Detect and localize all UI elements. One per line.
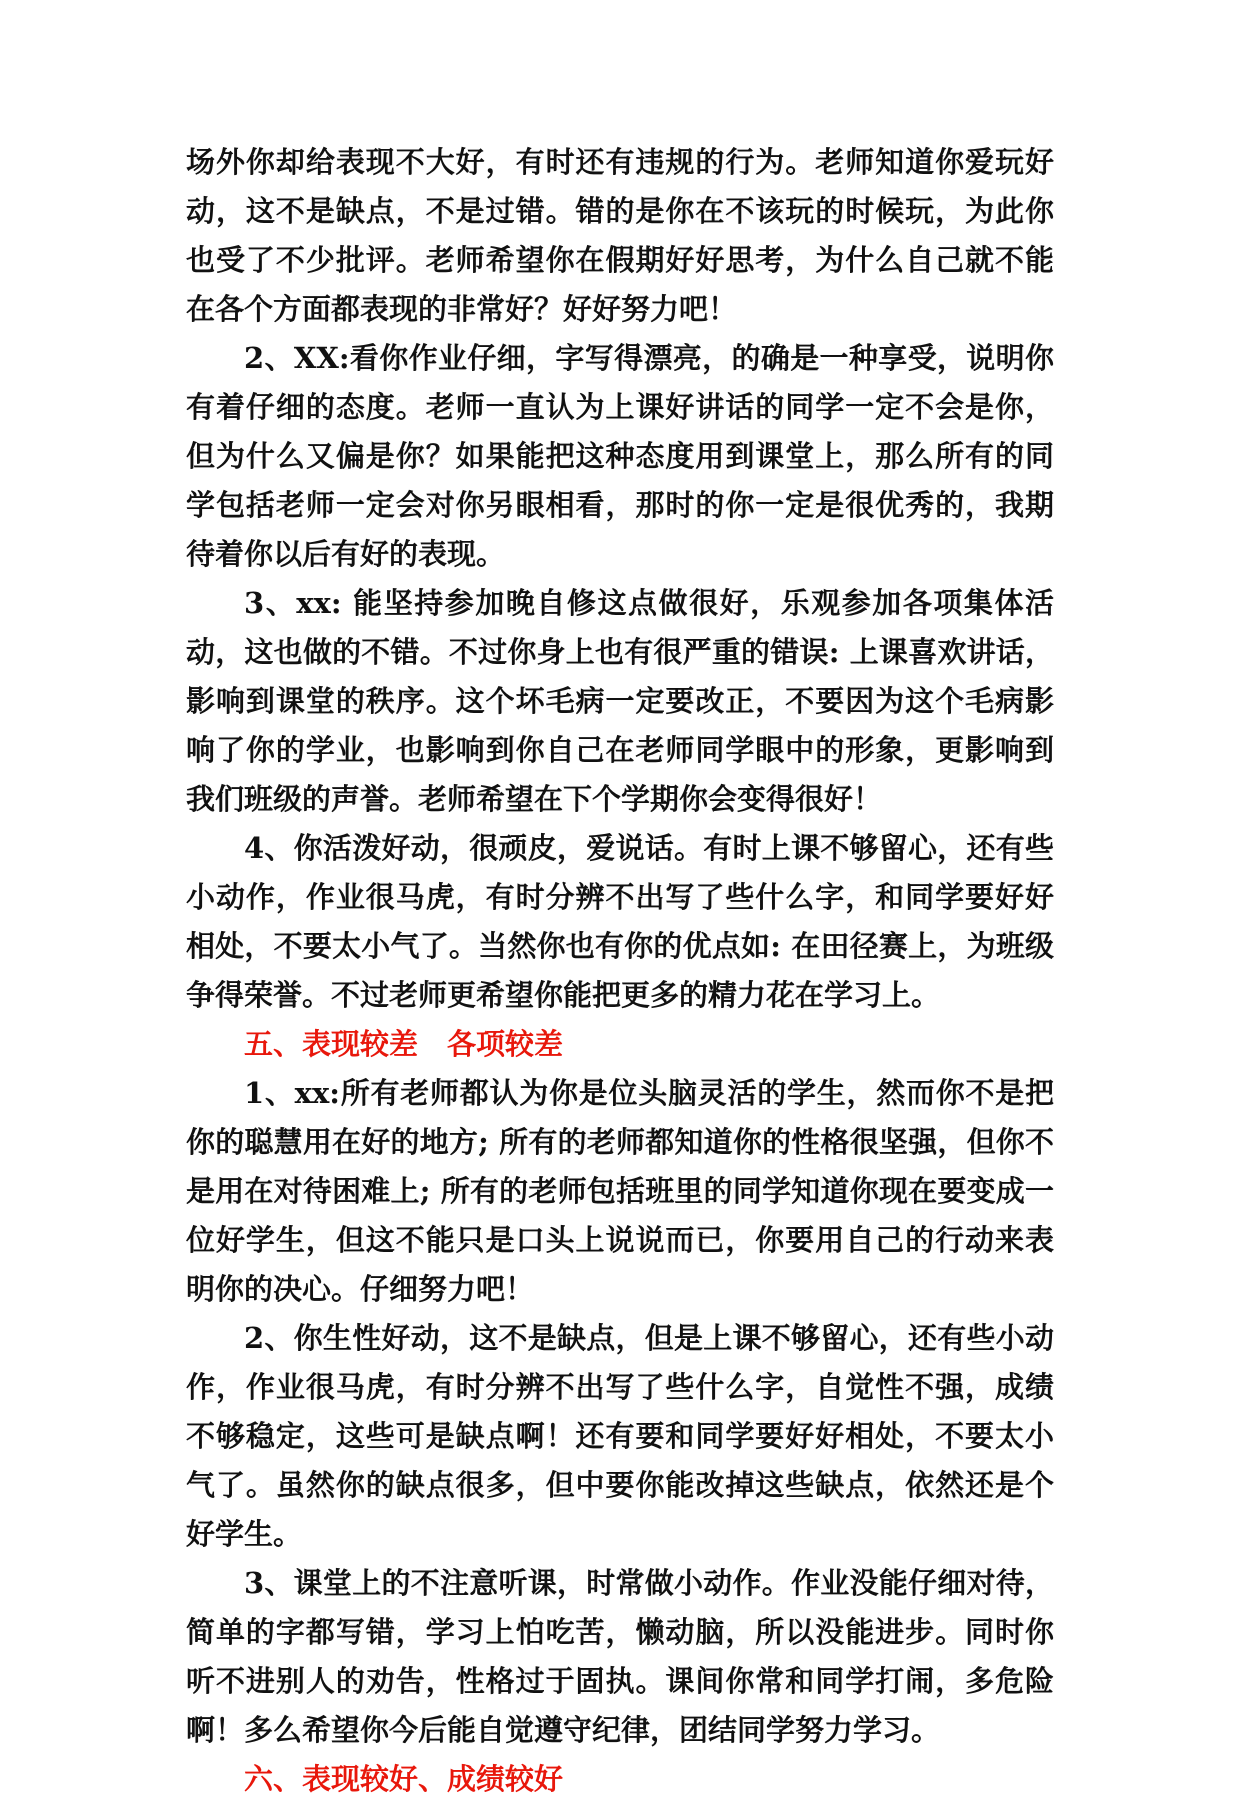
paragraph-continuation: 场外你却给表现不大好，有时还有违规的行为。老师知道你爱玩好动，这不是缺点，不是过错。错的是你在不该玩的时候玩，为此你也受了不少批评。老师希望你在假期好好思考，为什么自己就不能在各个方面都表现的非常好？好好努力吧！ <box>186 145 1054 326</box>
section-heading-six: 六、表现较好、成绩较好 <box>244 1762 564 1796</box>
paragraph-item-4: 4、你活泼好动，很顽皮，爱说话。有时上课不够留心，还有些小动作，作业很马虎，有时分辨不出写了些什么字，和同学要好好相处，不要太小气了。当然你也有你的优点如: 在田径赛上，为班级争得荣誉。不过老师更希望你能把更多的精力花在学习上。 <box>186 831 1054 1012</box>
paragraph-item-2: 2、XX:看你作业仔细，字写得漂亮，的确是一种享受，说明你有着仔细的态度。老师一直认为上课好讲话的同学一定不会是你，但为什么又偏是你？如果能把这种态度用到课堂上，那么所有的同学包括老师一定会对你另眼相看，那时的你一定是很优秀的，我期待着你以后有好的表现。 <box>186 341 1054 571</box>
paragraph-item-3b: 3、课堂上的不注意听课，时常做小动作。作业没能仔细对待，简单的字都写错，学习上怕吃苦，懒动脑，所以没能进步。同时你听不进别人的劝告，性格过于固执。课间你常和同学打闹，多危险啊！多么希望你今后能自觉遵守纪律，团结同学努力学习。 <box>186 1566 1054 1747</box>
document-page <box>186 138 1054 1804</box>
paragraph-item-2b: 2、你生性好动，这不是缺点，但是上课不够留心，还有些小动作，作业很马虎，有时分辨不出写了些什么字，自觉性不强，成绩不够稳定，这些可是缺点啊！还有要和同学要好好相处，不要太小气了。虽然你的缺点很多，但中要你能改掉这些缺点，依然还是个好学生。 <box>186 1321 1054 1551</box>
paragraph-item-1: 1、xx:所有老师都认为你是位头脑灵活的学生，然而你不是把你的聪慧用在好的地方; 所有的老师都知道你的性格很坚强，但你不是用在对待困难上; 所有的老师包括班里的同学知道你现在要变成一位好学生，但这不能只是口头上说说而已，你要用自己的行动来表明你的决心。仔细努力吧！ <box>186 1076 1054 1306</box>
paragraph-item-3: 3、xx: 能坚持参加晚自修这点做很好，乐观参加各项集体活动，这也做的不错。不过你身上也有很严重的错误: 上课喜欢讲话，影响到课堂的秩序。这个坏毛病一定要改正，不要因为这个毛病影响了你的学业，也影响到你自己在老师同学眼中的形象，更影响到我们班级的声誉。老师希望在下个学期你会变得很好！ <box>186 586 1054 816</box>
section-heading-five: 五、表现较差 各项较差 <box>244 1027 564 1061</box>
